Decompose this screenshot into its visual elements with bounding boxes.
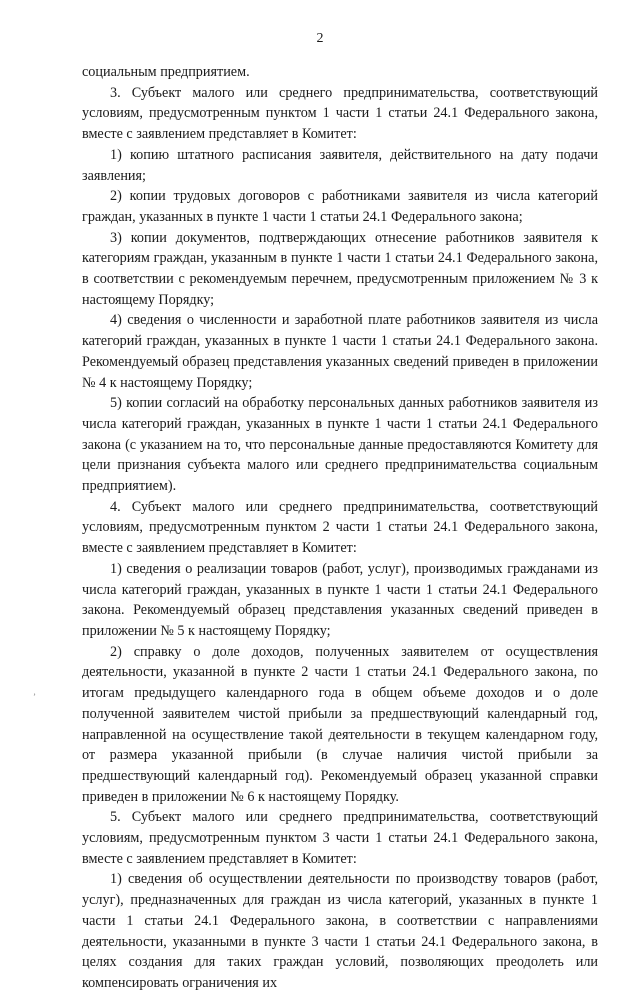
paragraph-clause-3-item-2: 2) копии трудовых договоров с работниками заявителя из числа категорий граждан, указанных в пункте 1 части 1 статьи 24.1 Федерального закона; [82,188,598,225]
paragraph-clause-4-item-1: 1) сведения о реализации товаров (работ, услуг), производимых гражданами из числа категорий граждан, указанных в пункте 1 части 1 статьи 24.1 Федерального закона. Рекомендуемый образец представления указанных сведений приведен в приложении № 5 к настоящему Порядку; [82,560,598,639]
margin-speck: ’ [33,692,36,702]
paragraph-clause-3-item-1: 1) копию штатного расписания заявителя, действительного на дату подачи заявления; [82,146,598,184]
paragraph-clause-5: 5. Субъект малого или среднего предпринимательства, соответствующий условиям, предусмотренным пунктом 3 части 1 статьи 24.1 Федерального закона, вместе с заявлением представляет в Комитет: [82,809,598,867]
paragraph-clause-4-item-2: 2) справку о доле доходов, полученных заявителем от осуществления деятельности, указанной в пункте 2 части 1 статьи 24.1 Федерального закона, по итогам предыдущего календарного года в общем объеме доходов и о доле полученной заявителем чистой прибыли за предшествующий календарный год, направленной на осуществление такой деятельности в текущем календарном году, от размера указанной прибыли (в случае наличия чистой прибыли за предшествующий календарный год). Рекомендуемый образец указанной справки приведен в приложении № 6 к настоящему Порядку. [82,643,598,805]
paragraph-clause-3-item-5: 5) копии согласий на обработку персональных данных работников заявителя из числа категорий граждан, указанных в пункте 1 части 1 статьи 24.1 Федерального закона (с указанием на то, что персональные данные предоставляются Комитету для цели признания субъекта малого или среднего предпринимательства социальным предприятием). [82,395,598,495]
paragraph-clause-3-item-3: 3) копии документов, подтверждающих отнесение работников заявителя к категориям граждан, указанным в пункте 1 части 1 статьи 24.1 Федерального закона, в соответствии с рекомендуемым перечнем, предусмотренным приложением № 3 к настоящему Порядку; [82,229,598,308]
paragraph-continuation: социальным предприятием. [82,64,250,80]
document-body [82,62,598,994]
page-number: 2 [316,31,324,46]
paragraph-clause-3: 3. Субъект малого или среднего предпринимательства, соответствующий условиям, предусмотренным пунктом 1 части 1 статьи 24.1 Федерального закона, вместе с заявлением представляет в Комитет: [82,84,598,143]
paragraph-clause-4: 4. Субъект малого или среднего предпринимательства, соответствующий условиям, предусмотренным пунктом 2 части 1 статьи 24.1 Федерального закона, вместе с заявлением представляет в Комитет: [82,498,598,557]
paragraph-clause-5-item-1: 1) сведения об осуществлении деятельности по производству товаров (работ, услуг), предназначенных для граждан из числа категорий, указанных в пункте 1 части 1 статьи 24.1 Федерального закона, в соответствии с направлениями деятельности, указанными в пункте 3 части 1 статьи 24.1 Федерального закона, в целях создания для таких граждан условий, позволяющих преодолеть или компенсировать ограничения их [82,871,598,991]
paragraph-clause-3-item-4: 4) сведения о численности и заработной плате работников заявителя из числа категорий граждан, указанных в пункте 1 части 1 статьи 24.1 Федерального закона. Рекомендуемый образец представления указанных сведений приведен в приложении № 4 к настоящему Порядку; [82,312,598,391]
